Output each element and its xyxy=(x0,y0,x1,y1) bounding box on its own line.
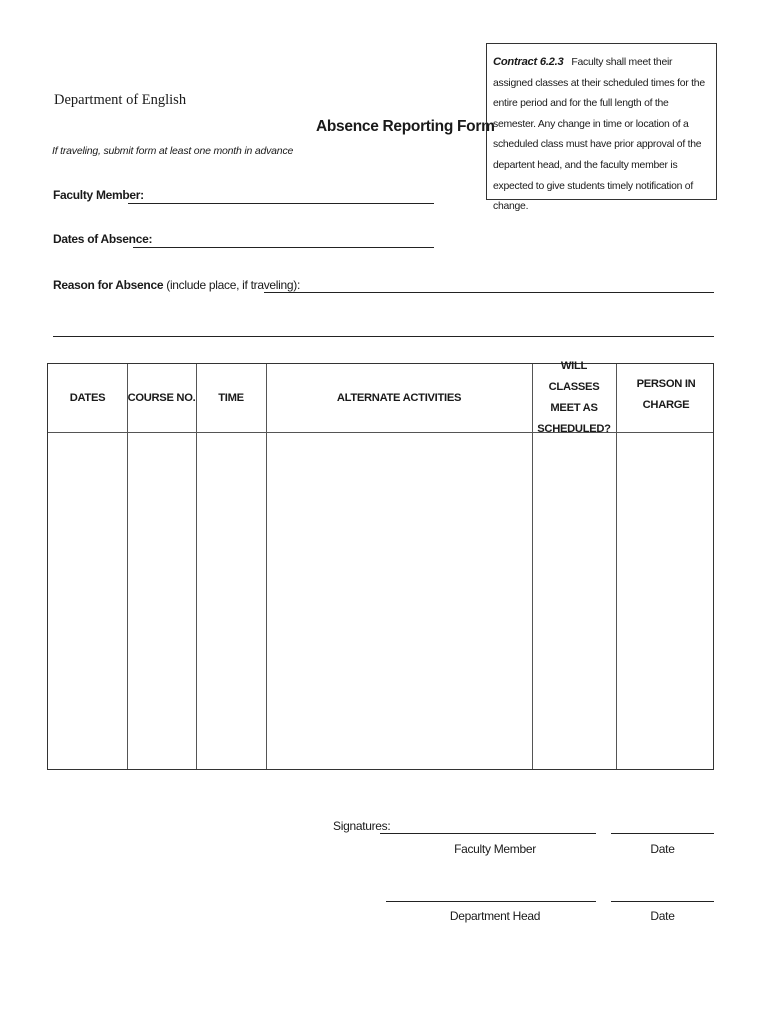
faculty-member-line[interactable] xyxy=(128,203,434,204)
column-header-alternate-activities: ALTERNATE ACTIVITIES xyxy=(336,391,462,404)
department-head-signature-line[interactable] xyxy=(386,901,596,902)
reason-line-2[interactable] xyxy=(53,336,714,337)
faculty-member-label: Faculty Member: xyxy=(53,188,144,202)
reason-for-absence-label xyxy=(53,278,300,292)
column-divider xyxy=(616,364,617,769)
faculty-date-line[interactable] xyxy=(611,833,714,834)
column-divider xyxy=(532,364,533,769)
header-divider xyxy=(48,432,713,433)
faculty-member-caption: Faculty Member xyxy=(454,842,536,856)
department-name: Department of English xyxy=(54,92,187,108)
column-header-time: TIME xyxy=(218,391,244,404)
column-header-dates: DATES xyxy=(69,391,106,404)
contract-notice-box xyxy=(486,43,717,213)
absence-table xyxy=(47,360,714,770)
column-header-will-classes-meet: WILL CLASSES MEET AS SCHEDULED? xyxy=(537,360,611,435)
reason-note: (include place, if traveling): xyxy=(166,278,300,292)
dates-of-absence-label: Dates of Absence: xyxy=(53,232,153,246)
faculty-date-caption: Date xyxy=(650,842,675,856)
department-head-date-caption: Date xyxy=(650,909,675,923)
department-head-date-line[interactable] xyxy=(611,901,714,902)
dates-of-absence-line[interactable] xyxy=(133,247,434,248)
contract-reference: Contract 6.2.3 xyxy=(493,56,564,68)
faculty-signature-line[interactable] xyxy=(380,833,596,834)
column-header-person-in-charge: PERSON IN CHARGE xyxy=(636,378,696,411)
column-header-course-no: COURSE NO. xyxy=(127,391,196,404)
reason-line-1[interactable] xyxy=(264,292,714,293)
travel-note: If traveling, submit form at least one month in advance xyxy=(52,145,294,157)
department-head-caption: Department Head xyxy=(449,909,541,923)
form-title: Absence Reporting Form xyxy=(316,118,495,135)
contract-text: Faculty shall meet their assigned classes at their scheduled times for the entire period and for the full length of the semester. Any change in time or location of a scheduled class must have prior approval of the departent head, and the faculty member is expected to give students timely notification of change. xyxy=(493,57,705,213)
reason-label: Reason for Absence xyxy=(53,278,164,292)
signatures-label: Signatures: xyxy=(333,819,391,833)
